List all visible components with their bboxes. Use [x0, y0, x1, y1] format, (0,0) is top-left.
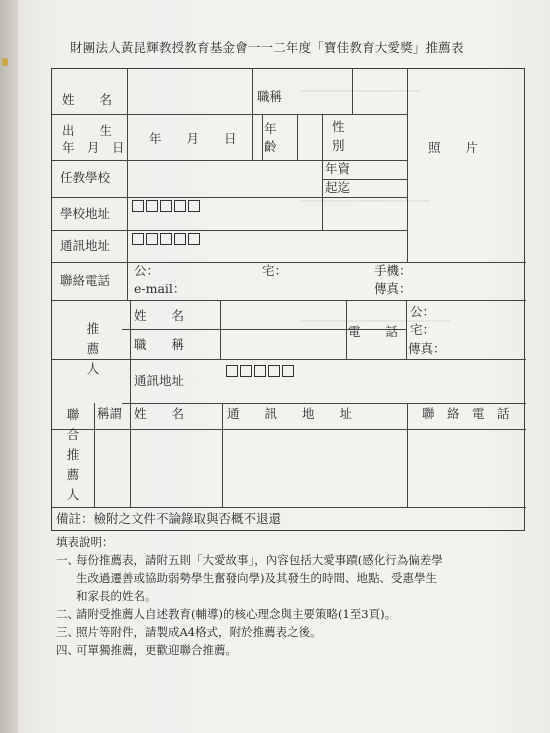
page-edge: [0, 0, 18, 733]
email-field: e-mail：: [134, 281, 186, 296]
school-address-label: 學校地址: [60, 206, 111, 221]
phone-label: 聯絡電話: [60, 273, 111, 288]
recommender-name-label: 姓 名: [134, 308, 185, 323]
birth-label-line1: 出 生: [62, 123, 113, 138]
school-label: 任教學校: [60, 170, 111, 185]
recommender-postal-code-boxes[interactable]: [226, 365, 294, 377]
tenure-label: 年資: [325, 161, 351, 176]
recommender-phone-home: 宅：: [410, 322, 436, 337]
instructions-heading: 填表說明：: [56, 535, 114, 549]
recommender-heading: 推 薦 人: [86, 321, 100, 376]
phone-mobile: 手機：: [374, 263, 412, 278]
phone-home: 宅：: [262, 263, 288, 278]
joint-col-title: 稱謂: [97, 406, 123, 421]
joint-col-phone: 聯 絡 電 話: [422, 406, 510, 421]
photo-label: 照 片: [428, 140, 479, 155]
birth-label-line2: 年 月 日: [62, 140, 125, 155]
mail-address-label: 通訊地址: [60, 238, 111, 253]
recommender-address-label: 通訊地址: [134, 373, 185, 388]
paper-clip-mark: [2, 58, 8, 66]
tenure-period-label: 起迄: [325, 180, 351, 195]
age-label-line2: 齡: [264, 139, 277, 154]
instruction-item-2: 二、 請附受推薦人自述教育(輔導)的核心理念與主要策略(1至3頁)。: [56, 607, 397, 621]
recommender-phone-label: 電 話: [348, 324, 399, 339]
nomination-form: [51, 68, 525, 531]
title-label: 職稱: [257, 89, 283, 104]
joint-col-address: 通 訊 地 址: [227, 406, 353, 421]
name-label: 姓 名: [62, 92, 113, 107]
joint-col-name: 姓 名: [134, 406, 185, 421]
gender-label-line1: 性: [332, 119, 345, 134]
instruction-item-3: 三、 照片等附件，請製成A4格式，附於推薦表之後。: [56, 625, 322, 639]
recommender-fax: 傳真：: [408, 341, 446, 356]
instructions: [56, 533, 526, 659]
remark: 備註：檢附之文件不論錄取與否概不退還: [56, 511, 282, 526]
recommender-title-label: 職 稱: [134, 337, 185, 352]
fax-field: 傳真：: [374, 281, 412, 296]
school-postal-code-boxes[interactable]: [132, 200, 200, 212]
phone-office: 公：: [134, 263, 160, 278]
joint-recommender-heading: 聯 合 推 薦 人: [66, 407, 80, 502]
birth-date-field[interactable]: 年 月 日: [149, 131, 237, 146]
recommender-phone-office: 公：: [410, 304, 436, 319]
age-label-line1: 年: [264, 121, 277, 136]
instruction-item-1: 一、 每份推薦表，請附五則「大愛故事」，內容包括大愛事蹟(感化行為偏差學 生改過遷善或協助弱勢學生奮發向學)及其發生的時間、地點、受惠學生 和家長的姓名。: [56, 553, 443, 603]
mail-postal-code-boxes[interactable]: [132, 233, 200, 245]
instruction-item-4: 四、 可單獨推薦，更歡迎聯合推薦。: [56, 643, 237, 657]
gender-label-line2: 別: [332, 138, 345, 153]
form-title: 財團法人黃昆輝教授教育基金會一一二年度「寶佳教育大愛獎」推薦表: [70, 40, 464, 55]
